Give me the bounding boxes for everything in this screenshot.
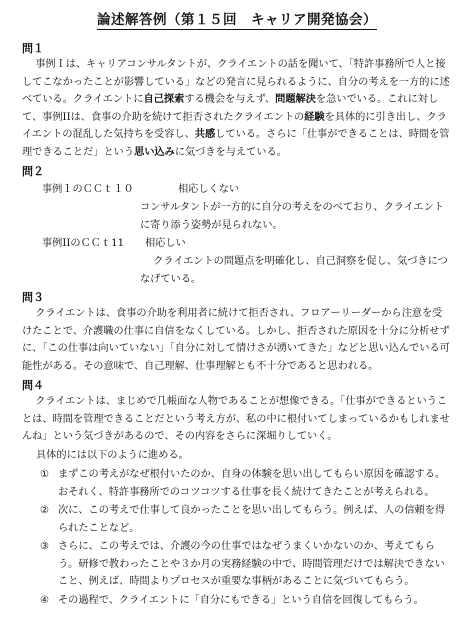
q4-heading: 問４ — [22, 379, 44, 392]
q1-heading: 問１ — [22, 42, 44, 55]
q1-answer: 事例Ｉは、キャリアコンサルタントが、クライエントの話を聞いて、「特許事務所で人と接してこなかったことが影響している」などの発言に見られるように、自分の考えを一方的に述べている。クライエントに自己探索する機会を与えず、問題解決を急いでいる。これに対して、事例IIは、食事の介助を続けて拒否されたクライエントの経験を具体的に引き出し、クライエントの混乱した気持ちを受容し、共感している。さらに「仕事ができることは、時間を管理できることだ」という思い込みに気づきを与えている。 — [22, 59, 450, 158]
list-item-text: その過程で、クライエントに「自分にもできる」という自信を回復してもらう。 — [58, 595, 424, 606]
q2-case1-label: 事例１のＣＣｔ１０ — [42, 184, 134, 195]
list-item-number: ④ — [40, 595, 50, 606]
list-item-number: ③ — [40, 541, 50, 552]
q4-answer: クライエントは、まじめで几帳面な人物であることが想像できる。「仕事ができるということは、時間を管理できることだという考え方が、私の中に根付いてしまっているかもしれませんね」という気づきがあるので、その内容をさらに深堀りしていく。 — [22, 396, 450, 443]
q3-heading: 問３ — [22, 291, 44, 304]
q3-answer: クライエントは、食事の介助を利用者に続けて拒否され、フロアーリーダーから注意を受けたことで、介護職の仕事に自信をなくしている。しかし、拒否された原因を十分に分析せずに、「この仕事は向いていない」「自分に対して情けさが湧いてきた」などと思い込んでいる可能性がある。その意味で、自己理解、仕事理解とも不十分であると思われる。 — [22, 308, 450, 372]
list-item-text: 次に、この考えで仕事して良かったことを思い出してもらう。例えば、人の信頼を得られたことなど。 — [58, 505, 446, 534]
list-item-number: ① — [40, 469, 50, 480]
list-item — [40, 502, 452, 537]
q2-case2-reason: クライエントの問題点を明確化し、自己洞察を促し、気づきにつなげている。 — [140, 256, 448, 285]
document-title: 論述解答例（第１５回 キャリア開発協会） — [97, 12, 377, 28]
q2-heading: 問２ — [22, 165, 44, 178]
list-item — [40, 538, 452, 591]
q2-case1-reason: コンサルタントが一方的に自分の考えをのべており、クライエントに寄り添う姿勢が見られない。 — [140, 202, 444, 231]
list-item — [40, 592, 452, 610]
q2-case2-label: 事例IIのＣＣｔ11 — [42, 238, 125, 249]
list-item — [40, 466, 452, 501]
q2-case2-rating: 相応しい — [145, 238, 186, 249]
list-item-text: さらに、この考えでは、介護の今の仕事ではなぜうまくいかないのか、考えてもらう。研修で教わったことや３か月の実務経験の中で、時間管理だけでは解決できないこと、例えば、時間よりプロセスが重要な事柄があることに気づいてもらう。 — [58, 541, 445, 588]
q2-case1-rating: 相応しくない — [178, 184, 240, 195]
list-item-number: ② — [40, 505, 50, 516]
q4-intro: 具体的には以下のように進める。 — [36, 450, 189, 461]
list-item-text: まずこの考えがなぜ根付いたのか、自身の体験を思い出してもらい原因を確認する。おそれく、特許事務所でのコツコツする仕事を長く続けてきたことが考えられる。 — [58, 469, 446, 498]
